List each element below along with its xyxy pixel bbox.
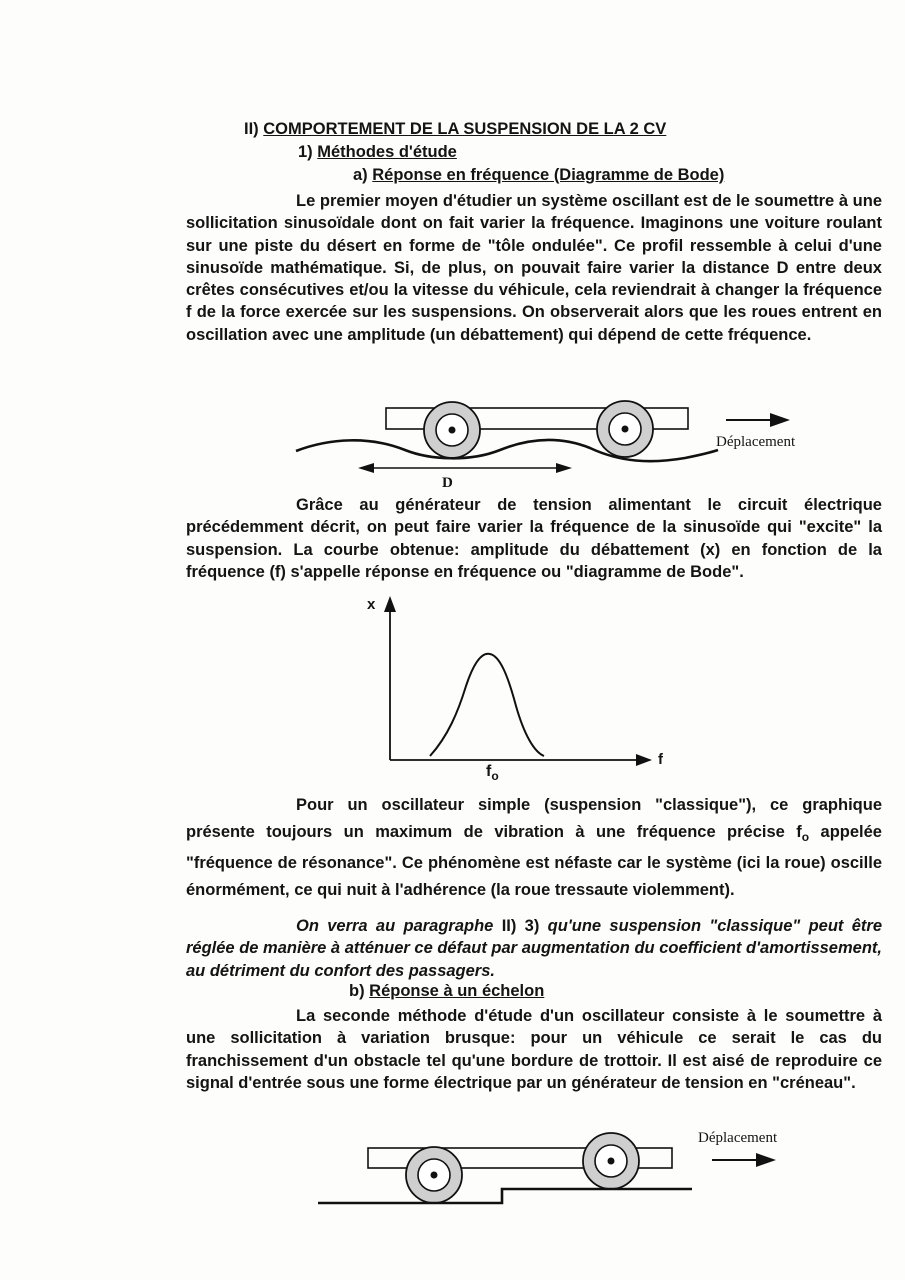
paragraph-5: La seconde méthode d'étude d'un oscillateur consiste à le soumettre à une sollicitation à variation brusque: pour un véhicule ce serait le cas du franchissement d'un obstacle tel qu'une bordure de trottoir. Il est aisé de reproduire ce signal d'entrée sous une forme électrique par un générateur de tension en "créneau". (186, 1007, 882, 1092)
resonance-curve (430, 654, 544, 756)
y-axis-label: x (367, 596, 376, 613)
peak-frequency-label: $f_o$ (486, 763, 499, 783)
wheel-right-2 (583, 1133, 639, 1189)
label-distance-d: D (442, 475, 453, 491)
paragraph-1: Le premier moyen d'étudier un système oscillant est de le soumettre à une sollicitation sinusoïdale dont on fait varier la fréquence. Imaginons une voiture roulant sur une piste du désert en forme de "tôle ondulée". Ce profil ressemble à celui d'une sinusoïde mathématique. Si, de plus, on pouvait faire varier la distance D entre deux crêtes consécutives et/ou la vitesse du véhicule, cela reviendrait à changer la fréquence f de la force exercée sur les suspensions. On observerait alors que les roues entrent en oscillation avec une amplitude (un débattement) qui dépend de cette fréquence. (186, 192, 882, 344)
subsubsection-a-number: a) (353, 166, 373, 184)
subsection-number: 1) (298, 143, 318, 161)
y-axis (384, 596, 396, 760)
car-body-2 (368, 1148, 672, 1168)
wheel-left-1 (424, 402, 480, 458)
x-axis (390, 754, 652, 766)
move-arrow-2 (712, 1153, 776, 1167)
curb-step-road (318, 1189, 692, 1203)
label-deplacement-1: Déplacement (716, 434, 796, 450)
paragraph-4-note: On verra au paragraphe II) 3) qu'une suspension "classique" peut être réglée de manière à atténuer ce défaut par augmentation du coefficient d'amortissement, au détriment du confort des passagers. (186, 917, 882, 980)
label-deplacement-2: Déplacement (698, 1130, 778, 1146)
car-body-1 (386, 408, 688, 429)
x-axis-label: f (658, 751, 663, 768)
move-arrow-1 (726, 413, 790, 427)
subsubsection-a-title: Réponse en fréquence (Diagramme de Bode) (372, 166, 725, 184)
cross-reference: II) 3) (501, 917, 540, 935)
distance-arrow (358, 463, 572, 473)
wheel-left-2 (406, 1147, 462, 1203)
section-title: COMPORTEMENT DE LA SUSPENSION DE LA 2 CV (263, 120, 667, 138)
subsubsection-b-heading (349, 982, 544, 1001)
subsubsection-a-heading (353, 166, 724, 185)
corrugated-road (296, 440, 718, 461)
section-number: II) (244, 120, 264, 138)
wheel-right-1 (597, 401, 653, 457)
subsubsection-b-number: b) (349, 982, 370, 1000)
paragraph-3: Pour un oscillateur simple (suspension "classique"), ce graphique présente toujours un maximum de vibration à une fréquence précise $f_o$ appelée "fréquence de résonance". Ce phénomène est néfaste car le système (ici la roue) oscille énormément, ce qui nuit à l'adhérence (la roue tressaute violemment). (186, 796, 882, 899)
paragraph-2: Grâce au générateur de tension alimentant le circuit électrique précédemment décrit, on peut faire varier la fréquence de la sinusoïde qui "excite" la suspension. La courbe obtenue: amplitude du débattement (x) en fonction de la fréquence (f) s'appelle réponse en fréquence ou "diagramme de Bode". (186, 496, 882, 581)
subsection-heading (298, 143, 457, 162)
section-heading (244, 120, 666, 139)
subsection-title: Méthodes d'étude (317, 143, 457, 161)
subsubsection-b-title: Réponse à un échelon (369, 982, 545, 1000)
